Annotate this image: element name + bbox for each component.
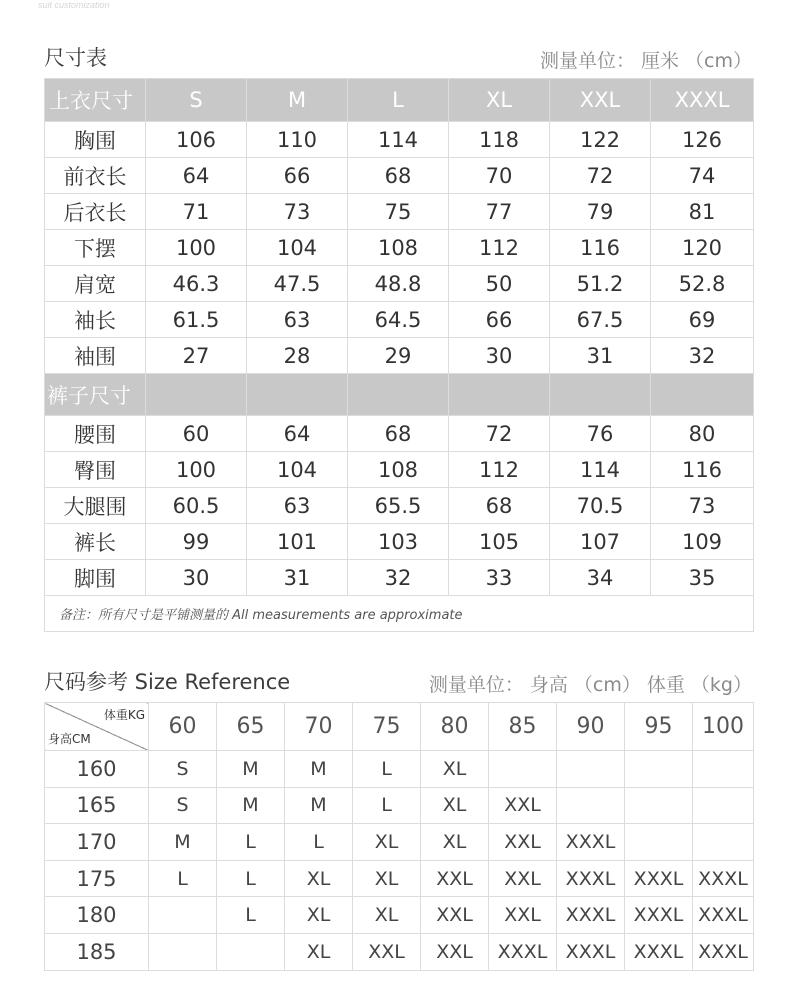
weight-column-header: 95	[625, 703, 693, 751]
measurement-value: 65.5	[348, 488, 449, 524]
recommended-size-cell	[557, 751, 625, 788]
measurement-value: 106	[146, 122, 247, 158]
measurement-value: 30	[146, 560, 247, 596]
measurement-value: 99	[146, 524, 247, 560]
measurement-value: 108	[348, 452, 449, 488]
size-column-header: S	[146, 79, 247, 122]
height-row	[45, 897, 754, 934]
measurement-value: 31	[247, 560, 348, 596]
recommended-size-cell: XXL	[489, 824, 557, 861]
measurement-value: 35	[651, 560, 754, 596]
pants-header-empty-cell	[550, 374, 651, 416]
measurement-value: 76	[550, 416, 651, 452]
measurement-value: 63	[247, 302, 348, 338]
measurement-value: 70.5	[550, 488, 651, 524]
weight-header-row	[45, 703, 754, 751]
measurement-value: 68	[449, 488, 550, 524]
measurement-value: 81	[651, 194, 754, 230]
recommended-size-cell	[693, 751, 754, 788]
measurement-value: 60.5	[146, 488, 247, 524]
recommended-size-cell: M	[285, 751, 353, 788]
measurement-value: 69	[651, 302, 754, 338]
measurement-value: 51.2	[550, 266, 651, 302]
watermark-text: suit customization	[38, 0, 110, 10]
height-row	[45, 933, 754, 970]
note-row	[45, 596, 754, 632]
recommended-size-cell	[489, 751, 557, 788]
height-value: 185	[45, 933, 149, 970]
measurement-label: 裤长	[45, 524, 146, 560]
measurement-value: 120	[651, 230, 754, 266]
measurement-value: 64	[146, 158, 247, 194]
measurement-value: 60	[146, 416, 247, 452]
recommended-size-cell: M	[217, 787, 285, 824]
measurement-value: 100	[146, 230, 247, 266]
recommended-size-cell: XXXL	[557, 824, 625, 861]
pants-measurement-row	[45, 560, 754, 596]
height-row	[45, 751, 754, 788]
measurement-value: 101	[247, 524, 348, 560]
measurement-value: 31	[550, 338, 651, 374]
recommended-size-cell: XXXL	[557, 897, 625, 934]
weight-column-header: 70	[285, 703, 353, 751]
measurement-value: 104	[247, 452, 348, 488]
recommended-size-cell: XXL	[421, 933, 489, 970]
recommended-size-cell: XXXL	[557, 933, 625, 970]
measurement-value: 112	[449, 452, 550, 488]
measurement-value: 47.5	[247, 266, 348, 302]
recommended-size-cell: XL	[285, 897, 353, 934]
recommended-size-cell: XXL	[489, 787, 557, 824]
size-reference-title: 尺码参考 Size Reference	[44, 670, 291, 694]
measurement-value: 107	[550, 524, 651, 560]
jacket-measurement-row	[45, 266, 754, 302]
size-column-header: XL	[449, 79, 550, 122]
height-value: 180	[45, 897, 149, 934]
pants-header-row	[45, 374, 754, 416]
measurement-value: 73	[247, 194, 348, 230]
pants-measurement-row	[45, 416, 754, 452]
measurement-label: 下摆	[45, 230, 146, 266]
pants-header-empty-cell	[146, 374, 247, 416]
recommended-size-cell: XXL	[353, 933, 421, 970]
size-chart-table	[44, 78, 754, 632]
recommended-size-cell: L	[353, 751, 421, 788]
measurement-value: 122	[550, 122, 651, 158]
recommended-size-cell: XL	[353, 860, 421, 897]
recommended-size-cell: M	[217, 751, 285, 788]
recommended-size-cell: XL	[285, 933, 353, 970]
size-column-header: L	[348, 79, 449, 122]
measurement-value: 33	[449, 560, 550, 596]
measurement-value: 63	[247, 488, 348, 524]
measurement-value: 103	[348, 524, 449, 560]
measurement-value: 68	[348, 158, 449, 194]
recommended-size-cell	[149, 933, 217, 970]
measurement-value: 109	[651, 524, 754, 560]
recommended-size-cell: XL	[421, 751, 489, 788]
pants-measurement-row	[45, 524, 754, 560]
jacket-measurement-row	[45, 194, 754, 230]
height-row	[45, 860, 754, 897]
recommended-size-cell: XXL	[489, 897, 557, 934]
jacket-measurement-row	[45, 302, 754, 338]
measurement-value: 48.8	[348, 266, 449, 302]
size-column-header: XXL	[550, 79, 651, 122]
measurement-value: 79	[550, 194, 651, 230]
measurement-value: 61.5	[146, 302, 247, 338]
measurement-value: 118	[449, 122, 550, 158]
measurement-value: 75	[348, 194, 449, 230]
recommended-size-cell	[217, 933, 285, 970]
measurement-label: 腰围	[45, 416, 146, 452]
measurement-value: 72	[550, 158, 651, 194]
measurement-value: 34	[550, 560, 651, 596]
recommended-size-cell: XL	[353, 824, 421, 861]
weight-column-header: 60	[149, 703, 217, 751]
measurement-value: 67.5	[550, 302, 651, 338]
recommended-size-cell: XL	[421, 787, 489, 824]
pants-measurement-row	[45, 452, 754, 488]
height-row	[45, 824, 754, 861]
jacket-header-row	[45, 79, 754, 122]
recommended-size-cell: M	[285, 787, 353, 824]
measurement-value: 77	[449, 194, 550, 230]
recommended-size-cell: XXXL	[625, 933, 693, 970]
recommended-size-cell: XXXL	[693, 897, 754, 934]
recommended-size-cell: XXL	[489, 860, 557, 897]
size-reference-unit: 测量单位： 身高 （cm） 体重 （kg）	[428, 674, 752, 696]
measurement-label: 前衣长	[45, 158, 146, 194]
weight-axis-label: 体重KG	[103, 708, 145, 722]
measurement-value: 50	[449, 266, 550, 302]
recommended-size-cell	[557, 787, 625, 824]
measurement-label: 袖围	[45, 338, 146, 374]
pants-header-empty-cell	[449, 374, 550, 416]
pants-header-empty-cell	[247, 374, 348, 416]
jacket-measurement-row	[45, 158, 754, 194]
recommended-size-cell: L	[217, 897, 285, 934]
weight-column-header: 75	[353, 703, 421, 751]
measurement-value: 114	[348, 122, 449, 158]
recommended-size-cell: XL	[285, 860, 353, 897]
recommended-size-cell: XXXL	[693, 860, 754, 897]
measurement-value: 29	[348, 338, 449, 374]
measurement-value: 52.8	[651, 266, 754, 302]
pants-section-label: 裤子尺寸	[45, 374, 146, 416]
recommended-size-cell: L	[353, 787, 421, 824]
measurement-value: 114	[550, 452, 651, 488]
measurement-value: 73	[651, 488, 754, 524]
measurement-value: 108	[348, 230, 449, 266]
recommended-size-cell	[625, 787, 693, 824]
measurement-label: 脚围	[45, 560, 146, 596]
measurement-value: 70	[449, 158, 550, 194]
measurement-value: 105	[449, 524, 550, 560]
recommended-size-cell: XXXL	[625, 860, 693, 897]
size-chart-unit: 测量单位： 厘米 （cm）	[539, 50, 752, 72]
recommended-size-cell: L	[149, 860, 217, 897]
recommended-size-cell: XXXL	[489, 933, 557, 970]
measurement-value: 100	[146, 452, 247, 488]
jacket-measurement-row	[45, 230, 754, 266]
recommended-size-cell: XL	[353, 897, 421, 934]
weight-column-header: 65	[217, 703, 285, 751]
height-row	[45, 787, 754, 824]
measurement-value: 110	[247, 122, 348, 158]
recommended-size-cell: XXXL	[693, 933, 754, 970]
recommended-size-cell: L	[217, 824, 285, 861]
measurement-label: 肩宽	[45, 266, 146, 302]
recommended-size-cell	[693, 824, 754, 861]
measurement-value: 66	[247, 158, 348, 194]
size-column-header: M	[247, 79, 348, 122]
recommended-size-cell: XL	[421, 824, 489, 861]
measurement-value: 46.3	[146, 266, 247, 302]
measurement-label: 袖长	[45, 302, 146, 338]
pants-header-empty-cell	[651, 374, 754, 416]
measurement-label: 后衣长	[45, 194, 146, 230]
pants-header-empty-cell	[348, 374, 449, 416]
measurement-value: 72	[449, 416, 550, 452]
recommended-size-cell	[149, 897, 217, 934]
height-weight-corner-cell	[45, 703, 149, 751]
weight-column-header: 90	[557, 703, 625, 751]
recommended-size-cell: S	[149, 787, 217, 824]
recommended-size-cell	[625, 751, 693, 788]
jacket-section-label: 上衣尺寸	[45, 79, 146, 122]
height-value: 170	[45, 824, 149, 861]
recommended-size-cell: XXXL	[625, 897, 693, 934]
measurement-value: 126	[651, 122, 754, 158]
height-axis-label: 身高CM	[48, 732, 91, 746]
measurement-value: 74	[651, 158, 754, 194]
measurement-value: 30	[449, 338, 550, 374]
measurement-value: 116	[550, 230, 651, 266]
jacket-measurement-row	[45, 338, 754, 374]
measurement-label: 臀围	[45, 452, 146, 488]
recommended-size-cell: XXL	[421, 860, 489, 897]
height-value: 160	[45, 751, 149, 788]
height-value: 165	[45, 787, 149, 824]
measurement-value: 32	[651, 338, 754, 374]
measurement-value: 112	[449, 230, 550, 266]
recommended-size-cell: L	[285, 824, 353, 861]
measurement-value: 104	[247, 230, 348, 266]
recommended-size-cell	[625, 824, 693, 861]
measurement-value: 80	[651, 416, 754, 452]
recommended-size-cell	[693, 787, 754, 824]
measurement-value: 64	[247, 416, 348, 452]
size-reference-table	[44, 702, 754, 971]
measurement-value: 68	[348, 416, 449, 452]
measurement-value: 71	[146, 194, 247, 230]
measurement-value: 66	[449, 302, 550, 338]
measurement-note: 备注：所有尺寸是平铺测量的 All measurements are approximate	[45, 596, 754, 632]
recommended-size-cell: S	[149, 751, 217, 788]
pants-measurement-row	[45, 488, 754, 524]
size-chart-title: 尺寸表	[44, 46, 107, 70]
size-column-header: XXXL	[651, 79, 754, 122]
measurement-value: 32	[348, 560, 449, 596]
weight-column-header: 80	[421, 703, 489, 751]
measurement-label: 胸围	[45, 122, 146, 158]
measurement-label: 大腿围	[45, 488, 146, 524]
recommended-size-cell: M	[149, 824, 217, 861]
recommended-size-cell: XXXL	[557, 860, 625, 897]
measurement-value: 27	[146, 338, 247, 374]
recommended-size-cell: XXL	[421, 897, 489, 934]
weight-column-header: 100	[693, 703, 754, 751]
recommended-size-cell: L	[217, 860, 285, 897]
jacket-measurement-row	[45, 122, 754, 158]
measurement-value: 116	[651, 452, 754, 488]
measurement-value: 64.5	[348, 302, 449, 338]
measurement-value: 28	[247, 338, 348, 374]
weight-column-header: 85	[489, 703, 557, 751]
height-value: 175	[45, 860, 149, 897]
